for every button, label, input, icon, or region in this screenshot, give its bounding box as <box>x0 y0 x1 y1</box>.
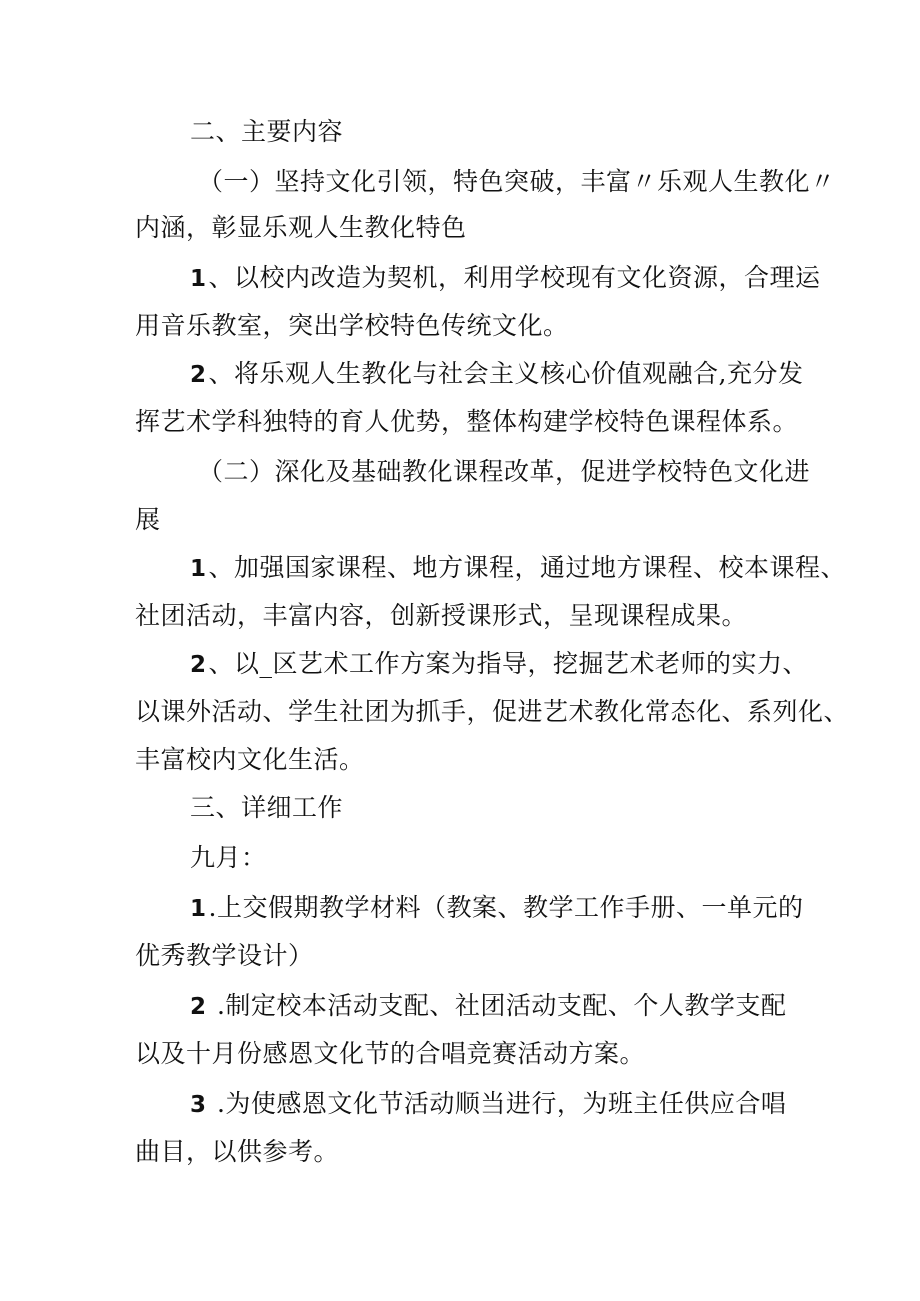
subheading-2: （二）深化及基础教化课程改革，促进学校特色文化进 <box>198 457 811 486</box>
item-2-2-cont-1: 以课外活动、学生社团为抓手，促进艺术教化常态化、系列化、 <box>135 697 850 726</box>
task-1: 1.上交假期教学材料（教案、教学工作手册、一单元的 <box>190 893 804 922</box>
item-1-2-cont: 挥艺术学科独特的育人优势，整体构建学校特色课程体系。 <box>135 407 799 436</box>
subheading-1: （一）坚持文化引领，特色突破，丰富〃乐观人生教化〃 <box>198 167 836 196</box>
subheading-2-cont: 展 <box>135 505 161 534</box>
subheading-1-cont: 内涵，彰显乐观人生教化特色 <box>135 213 467 242</box>
heading-section-2: 二、主要内容 <box>190 117 344 146</box>
task-2: 2 .制定校本活动支配、社团活动支配、个人教学支配 <box>190 991 787 1020</box>
item-1-2: 2、将乐观人生教化与社会主义核心价值观融合,充分发 <box>190 359 804 388</box>
heading-section-3: 三、详细工作 <box>190 793 344 822</box>
item-1-1-cont: 用音乐教室，突出学校特色传统文化。 <box>135 311 569 340</box>
item-2-1: 1、加强国家课程、地方课程，通过地方课程、校本课程、 <box>190 553 847 582</box>
task-3: 3 .为使感恩文化节活动顺当进行，为班主任供应合唱 <box>190 1089 787 1118</box>
task-2-cont: 以及十月份感恩文化节的合唱竞赛活动方案。 <box>135 1039 646 1068</box>
item-1-1: 1、以校内改造为契机，利用学校现有文化资源，合理运 <box>190 263 821 292</box>
task-3-cont: 曲目，以供参考。 <box>135 1137 340 1166</box>
item-2-1-cont: 社团活动，丰富内容，创新授课形式，呈现课程成果。 <box>135 601 748 630</box>
item-2-2: 2、以_区艺术工作方案为指导，挖掘艺术老师的实力、 <box>190 649 809 678</box>
item-2-2-cont-2: 丰富校内文化生活。 <box>135 745 365 774</box>
month-label: 九月： <box>190 843 267 872</box>
task-1-cont: 优秀教学设计） <box>135 941 314 970</box>
